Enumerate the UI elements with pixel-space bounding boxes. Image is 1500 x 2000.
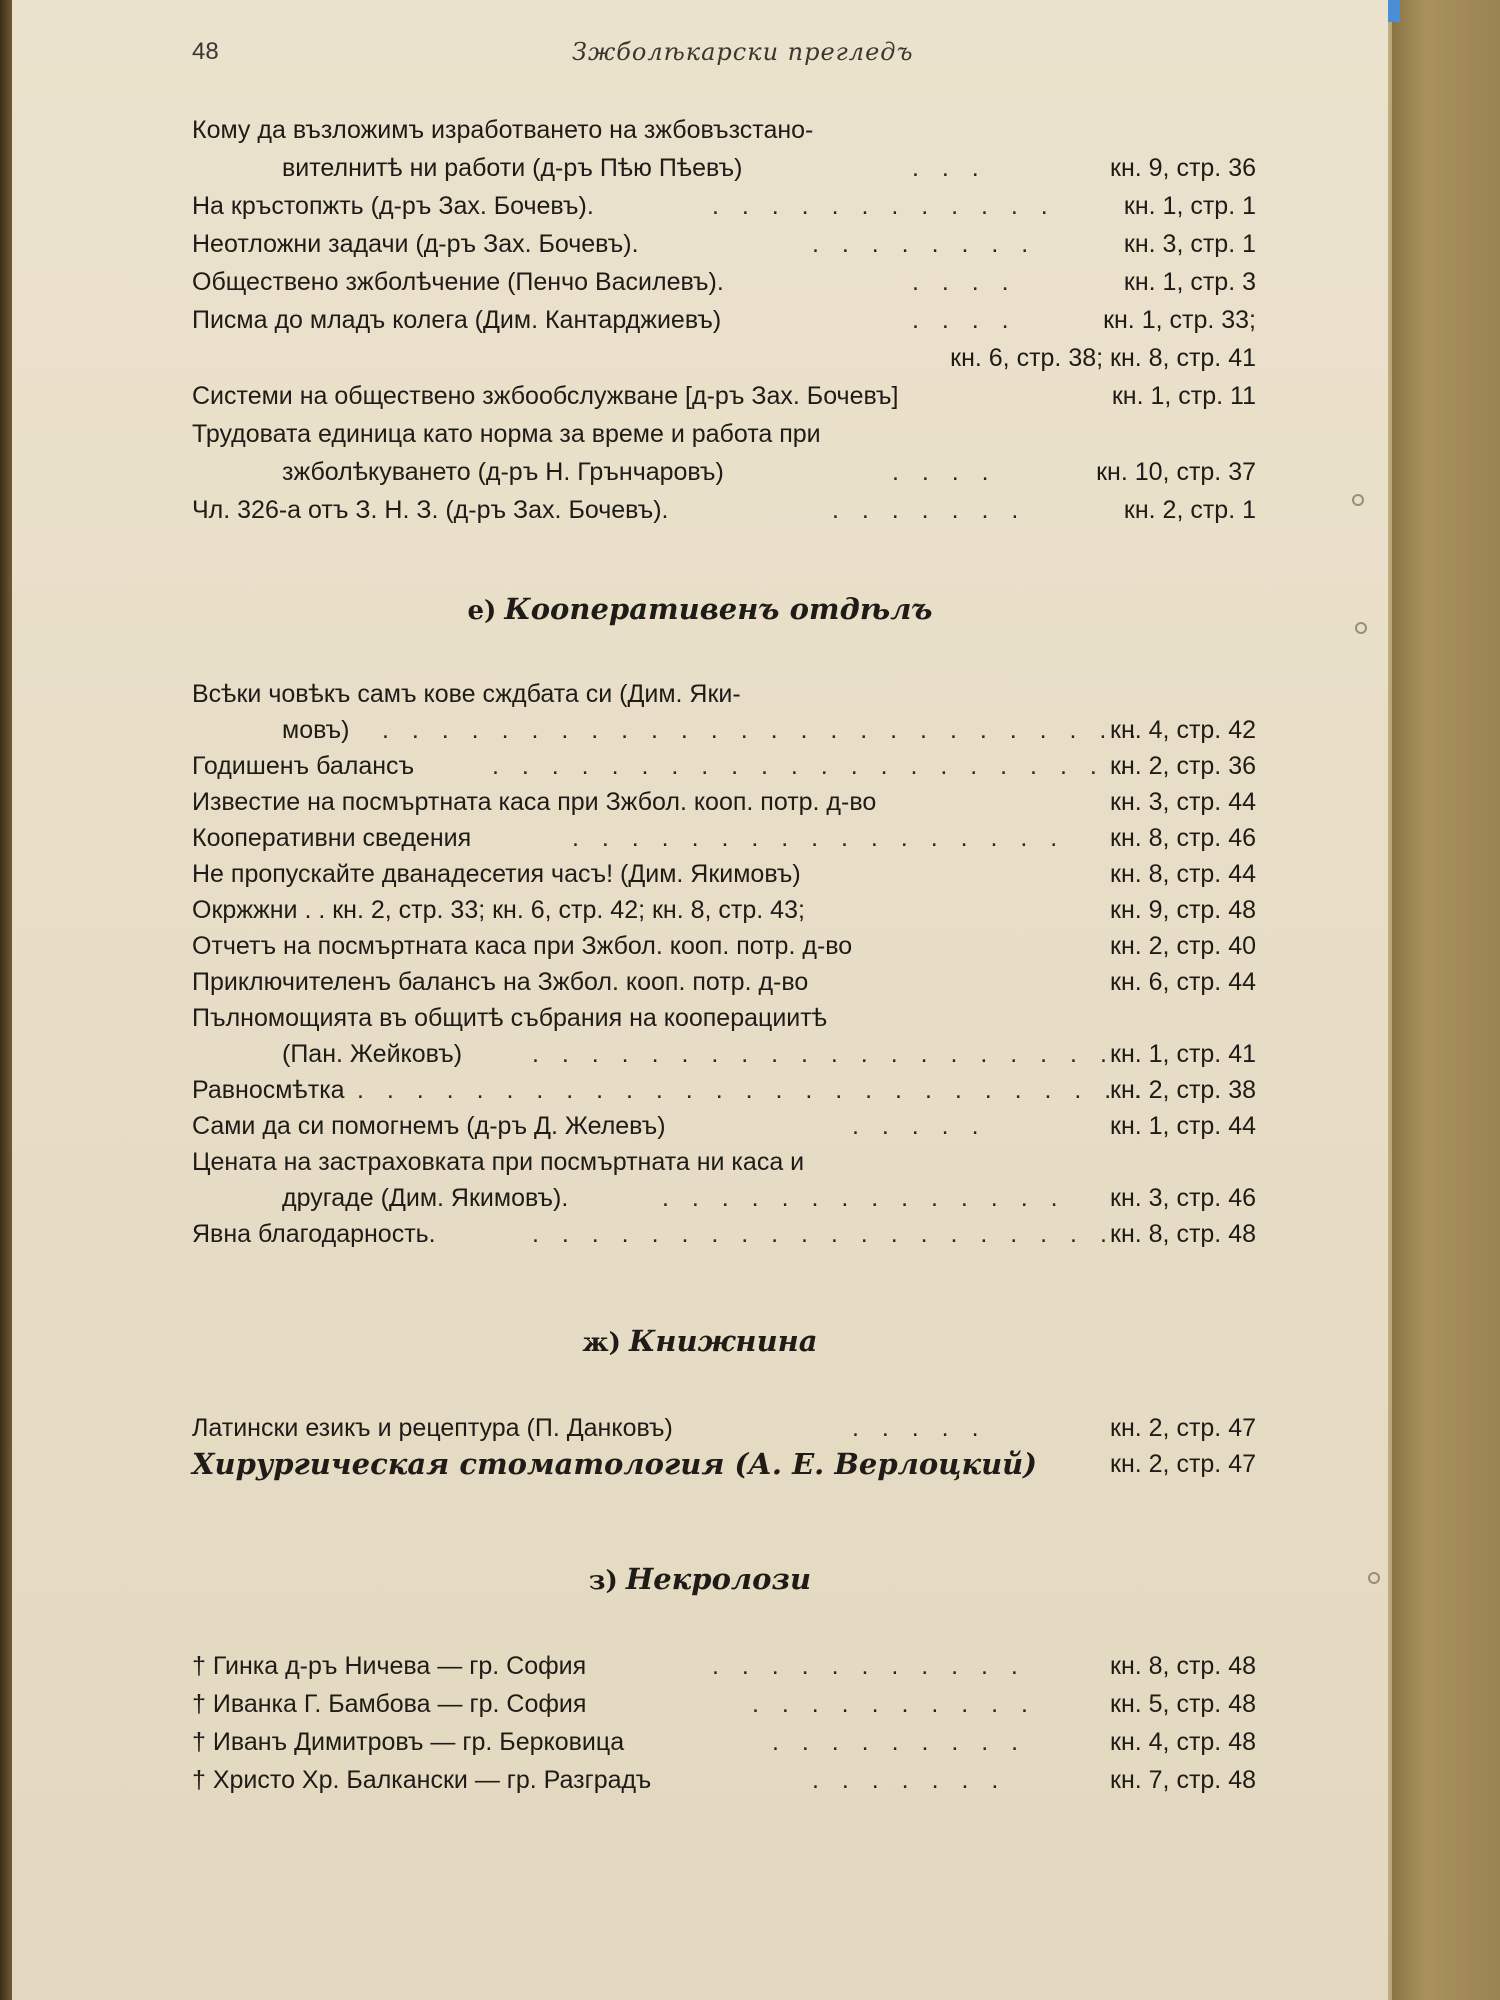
paper-mark <box>1352 494 1364 506</box>
dot-leaders: . . . . . . . . . . . . <box>712 192 1056 220</box>
toc-entry: На кръстопжть (д-ръ Зах. Бочевъ). . . . . . . . . . . . . кн. 1, стр. 1 <box>12 188 1388 224</box>
dot-leaders: . . . . . <box>852 1414 987 1442</box>
dot-leaders: . . . . . . . . . . . . . . . . . . . . . . <box>492 752 1135 780</box>
toc-entry: Трудовата единица като норма за време и работа при <box>192 420 821 448</box>
dot-leaders: . . . . . . . <box>832 496 1027 524</box>
toc-entry: Системи на обществено зжбообслужване [д-ръ Зах. Бочевъ] кн. 1, стр. 11 <box>192 382 1256 410</box>
toc-entry: Равносмѣтка . . . . . . . . . . . . . . . . . . . . . . . . . . . кн. 2, стр. 38 <box>12 1072 1388 1108</box>
section-heading-coop: е) Кооперативенъ отдѣлъ <box>467 592 933 626</box>
toc-entry: зжболѣкуването (д-ръ Н. Грънчаровъ) . . . . кн. 10, стр. 37 <box>12 454 1388 490</box>
toc-entry: † Христо Хр. Балкански — гр. Разградъ . . . . . . . кн. 7, стр. 48 <box>12 1762 1388 1798</box>
toc-entry: Обществено зжболѣчение (Пенчо Василевъ). . . . . кн. 1, стр. 3 <box>12 264 1388 300</box>
book-page <box>12 0 1388 2000</box>
dot-leaders: . . . . . . . . . . . . . . . . . . . . <box>532 1040 1115 1068</box>
toc-entry: † Гинка д-ръ Ничева — гр. София . . . . . . . . . . . кн. 8, стр. 48 <box>12 1648 1388 1684</box>
toc-entry: Не пропускайте дванадесетия часъ! (Дим. Якимовъ) кн. 8, стр. 44 <box>192 860 1256 888</box>
dot-leaders: . . . . . . . . . . . . . . . . . . . . . . . . . . . <box>357 1076 1150 1104</box>
toc-entry: Явна благодарность. . . . . . . . . . . . . . . . . . . . . кн. 8, стр. 48 <box>12 1216 1388 1252</box>
section-heading-books: ж) Книжнина <box>582 1324 818 1358</box>
toc-entry: Отчетъ на посмъртната каса при Зжбол. кооп. потр. д-во кн. 2, стр. 40 <box>192 932 1256 960</box>
toc-entry: Пълномощията въ общитѣ събрания на кооперациитѣ <box>192 1004 828 1032</box>
toc-entry: Писма до младъ колега (Дим. Кантарджиевъ) . . . . кн. 1, стр. 33; <box>12 302 1388 338</box>
dot-leaders: . . . . . . . . . . . . . . . . . <box>572 824 1066 852</box>
page-number: 48 <box>192 38 219 65</box>
paper-mark <box>1368 1572 1380 1584</box>
toc-entry: вителнитѣ ни работи (д-ръ Пѣю Пѣевъ) . . . кн. 9, стр. 36 <box>12 150 1388 186</box>
dot-leaders: . . . . . . . . . <box>772 1728 1027 1756</box>
toc-entry: † Иванъ Димитровъ — гр. Берковица . . . . . . . . . кн. 4, стр. 48 <box>12 1724 1388 1760</box>
toc-entry: Латински езикъ и рецептура (П. Данковъ) . . . . . кн. 2, стр. 47 <box>12 1410 1388 1446</box>
toc-entry: мовъ) . . . . . . . . . . . . . . . . . . . . . . . . . . кн. 4, стр. 42 <box>12 712 1388 748</box>
toc-entry: Окржжни . . кн. 2, стр. 33; кн. 6, стр. 42; кн. 8, стр. 43; кн. 9, стр. 48 <box>192 896 1256 924</box>
toc-entry: Кому да възложимъ изработването на зжбовъзстано- <box>192 116 814 144</box>
dot-leaders: . . . . . . . . . . . <box>712 1652 1026 1680</box>
dot-leaders: . . . . <box>892 458 997 486</box>
dot-leaders: . . . . . . . . . . . . . . <box>662 1184 1066 1212</box>
toc-entry: Кооперативни сведения . . . . . . . . . . . . . . . . . кн. 8, стр. 46 <box>12 820 1388 856</box>
toc-entry: † Иванка Г. Бамбова — гр. София . . . . . . . . . . кн. 5, стр. 48 <box>12 1686 1388 1722</box>
toc-entry: другаде (Дим. Якимовъ). . . . . . . . . . . . . . . кн. 3, стр. 46 <box>12 1180 1388 1216</box>
dot-leaders: . . . . . . . . <box>812 230 1037 258</box>
toc-entry: Известие на посмъртната каса при Зжбол. кооп. потр. д-во кн. 3, стр. 44 <box>192 788 1256 816</box>
toc-entry: Всѣки човѣкъ самъ кове сждбата си (Дим. Яки- <box>192 680 741 708</box>
dot-leaders: . . . . . . . <box>812 1766 1007 1794</box>
toc-entry: (Пан. Жейковъ) . . . . . . . . . . . . . . . . . . . . кн. 1, стр. 41 <box>12 1036 1388 1072</box>
section-heading-obituaries: з) Некролози <box>588 1562 812 1596</box>
dot-leaders: . . . <box>912 154 987 182</box>
book-cover-right <box>1392 0 1500 2000</box>
toc-entry: Цената на застраховката при посмъртната ни каса и <box>192 1148 805 1176</box>
toc-entry: Неотложни задачи (д-ръ Зах. Бочевъ). . . . . . . . . кн. 3, стр. 1 <box>12 226 1388 262</box>
paper-mark <box>1355 622 1367 634</box>
dot-leaders: . . . . <box>912 306 1017 334</box>
dot-leaders: . . . . <box>912 268 1017 296</box>
running-title: Зжболѣкарски прегледъ <box>572 38 914 66</box>
dot-leaders: . . . . . <box>852 1112 987 1140</box>
toc-entry: Сами да си помогнемъ (д-ръ Д. Желевъ) . . . . . кн. 1, стр. 44 <box>12 1108 1388 1144</box>
toc-entry: Хирургическая стоматология (А. Е. Верлоцкий) кн. 2, стр. 47 <box>192 1447 1256 1481</box>
toc-entry-continuation: кн. 6, стр. 38; кн. 8, стр. 41 <box>950 344 1256 372</box>
dot-leaders: . . . . . . . . . . . . . . . . . . . . . . . . . . <box>382 716 1145 744</box>
dot-leaders: . . . . . . . . . . <box>752 1690 1036 1718</box>
toc-entry: Годишенъ балансъ . . . . . . . . . . . . . . . . . . . . . . кн. 2, стр. 36 <box>12 748 1388 784</box>
toc-entry: Чл. 326-а отъ З. Н. З. (д-ръ Зах. Бочевъ). . . . . . . . кн. 2, стр. 1 <box>12 492 1388 528</box>
dot-leaders: . . . . . . . . . . . . . . . . . . . . <box>532 1220 1115 1248</box>
toc-entry: Приключителенъ балансъ на Зжбол. кооп. потр. д-во кн. 6, стр. 44 <box>192 968 1256 996</box>
